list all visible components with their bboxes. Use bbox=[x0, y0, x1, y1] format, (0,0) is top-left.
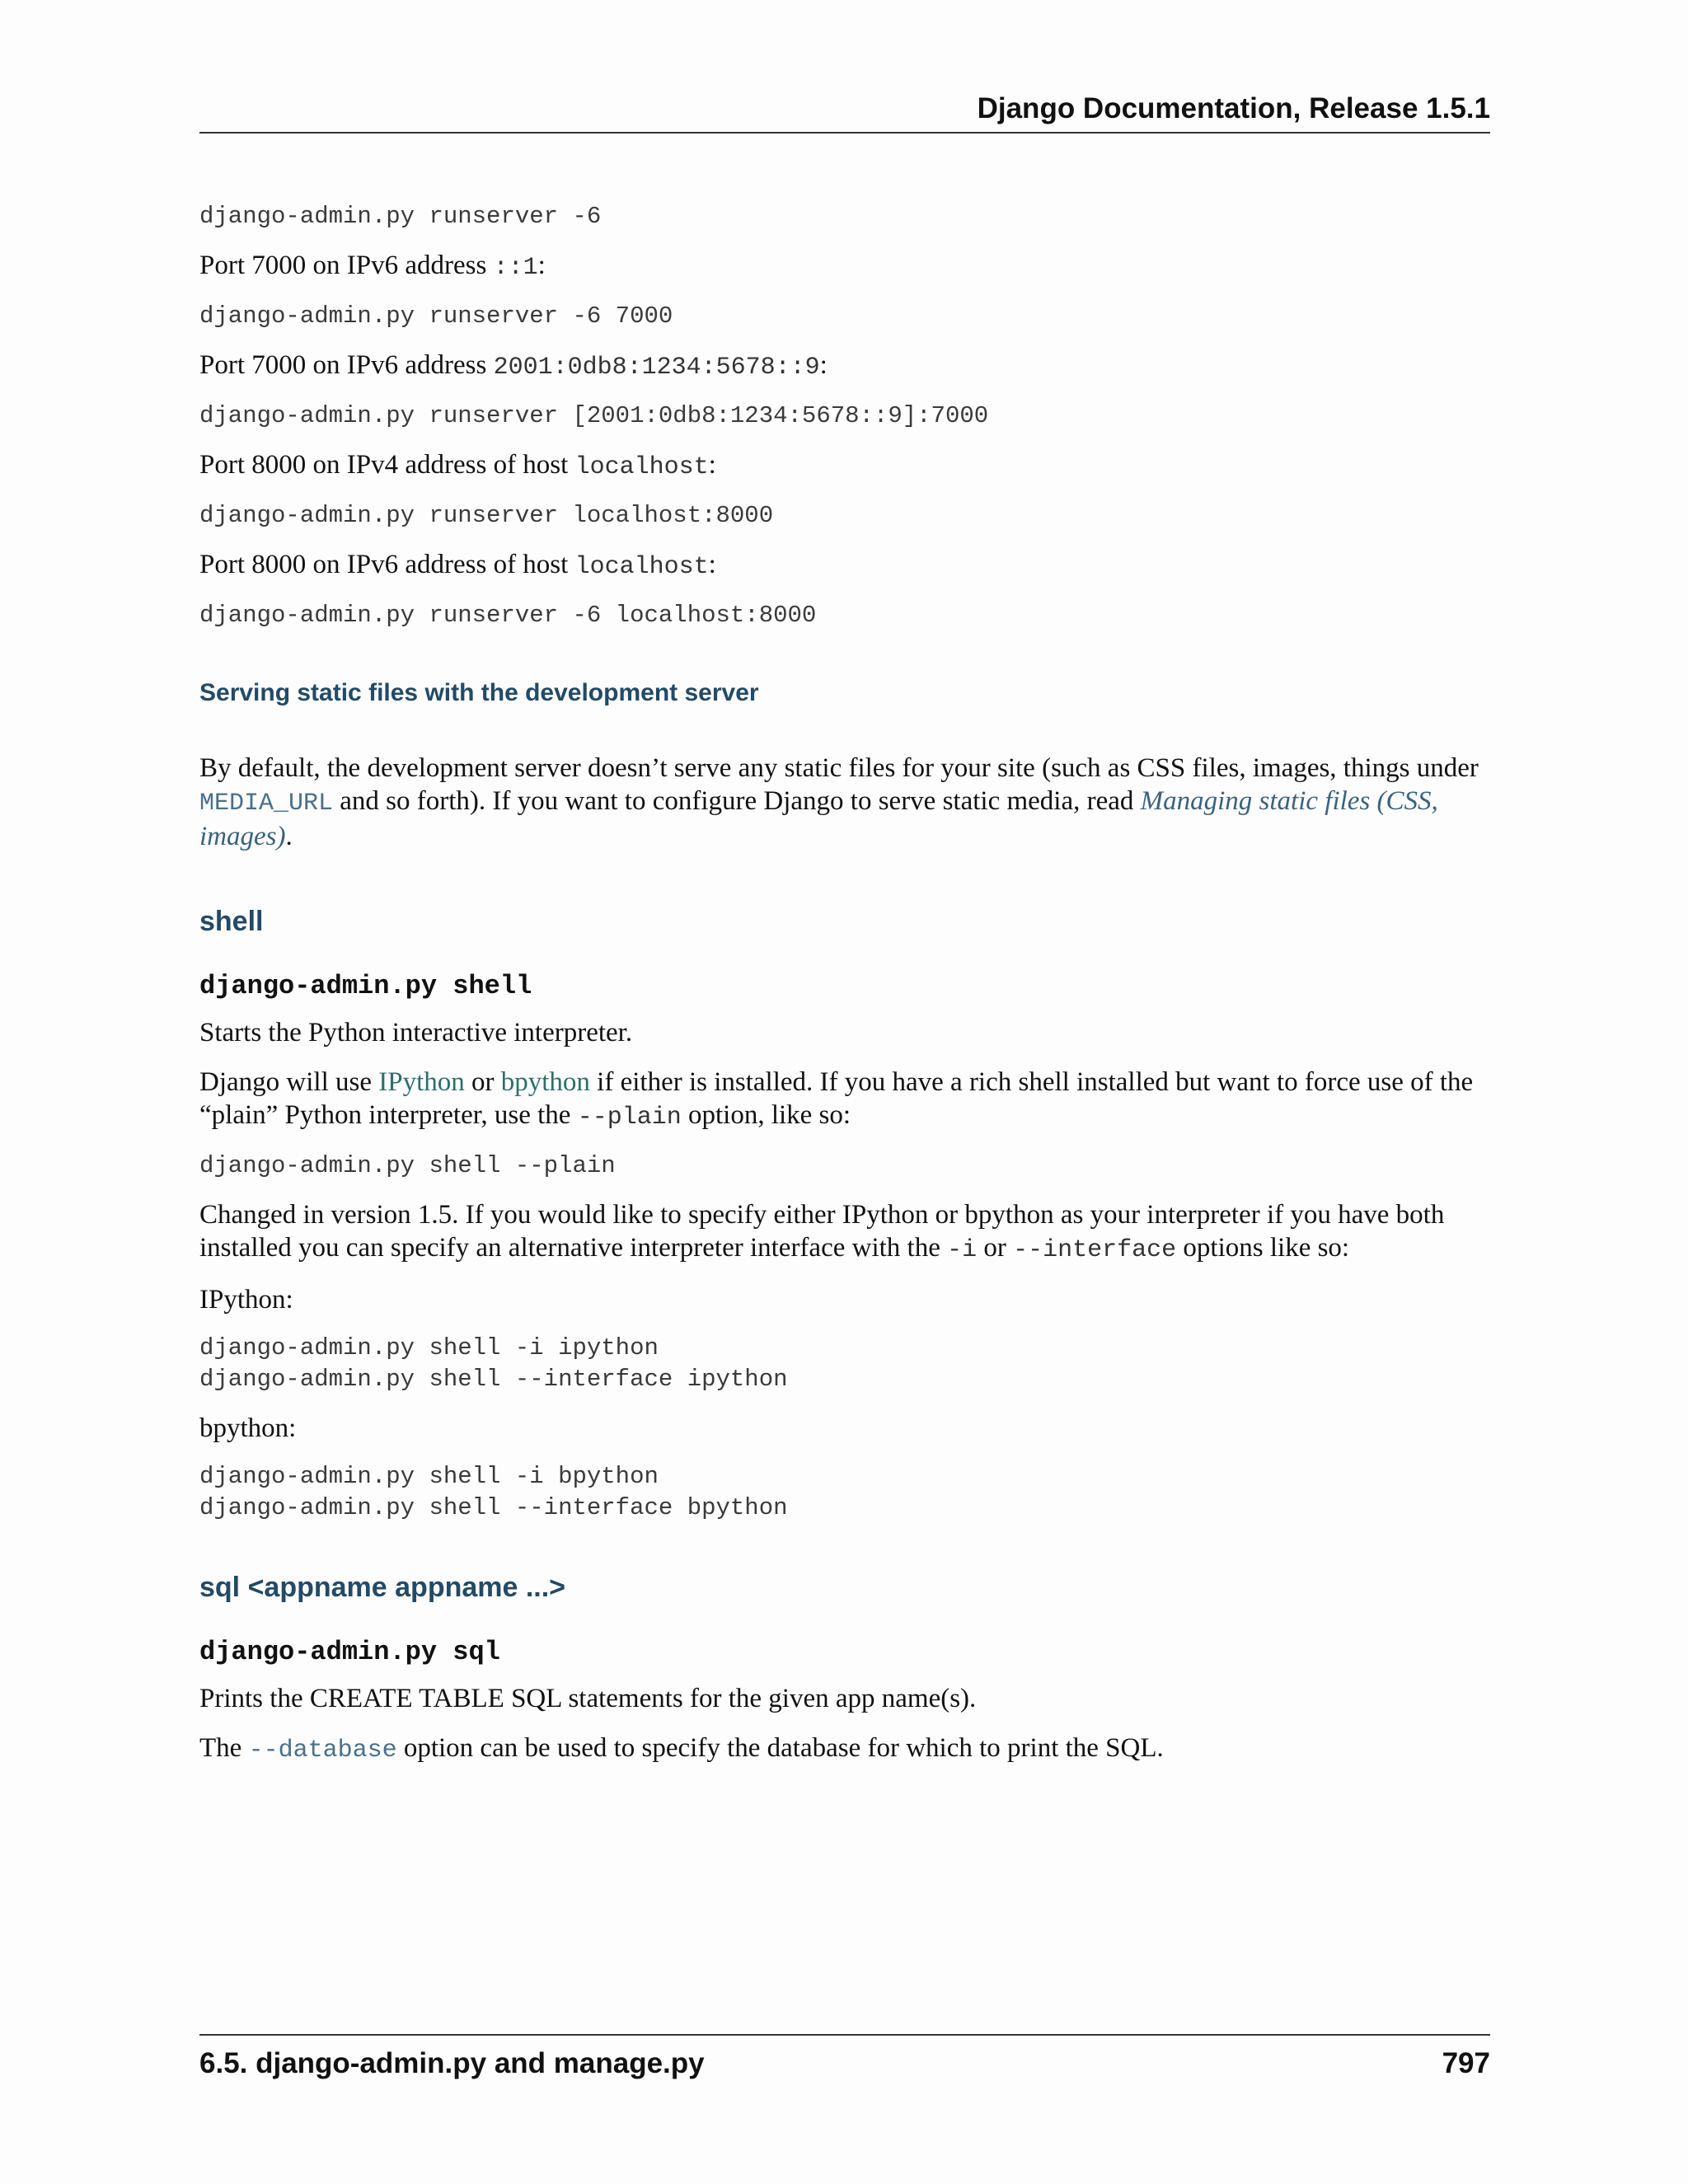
text: or bbox=[977, 1233, 1014, 1263]
text: . bbox=[285, 822, 293, 851]
text: option, like so: bbox=[681, 1100, 851, 1130]
media-url-link[interactable]: MEDIA_URL bbox=[199, 790, 334, 818]
text: : bbox=[537, 251, 546, 280]
text: Port 8000 on IPv4 address of host bbox=[199, 450, 575, 480]
inline-code: --plain bbox=[577, 1104, 682, 1132]
text: options like so: bbox=[1176, 1233, 1350, 1263]
page-content bbox=[199, 201, 1490, 1783]
text: Changed in version 1.5. If you would like to specify either IPython or bpython as your interpreter if you have both installed you can specify an alternative interpreter interface with the bbox=[199, 1200, 1445, 1263]
page-header bbox=[199, 92, 1490, 134]
code-block: django-admin.py shell -i bpython django-admin.py shell --interface bpython bbox=[199, 1463, 788, 1521]
code-block: django-admin.py runserver -6 localhost:8000 bbox=[199, 602, 817, 629]
bpython-link[interactable]: bpython bbox=[500, 1067, 590, 1097]
text: Port 7000 on IPv6 address bbox=[199, 350, 494, 380]
paragraph bbox=[199, 752, 1490, 853]
section-heading-static-files: Serving static files with the development server bbox=[199, 679, 759, 706]
text: if either is installed. If you have a rich shell installed but want to force use of the “plain” Python interpreter, use the bbox=[199, 1067, 1474, 1130]
text: : bbox=[819, 350, 828, 380]
page-number: 797 bbox=[1442, 2047, 1490, 2079]
paragraph bbox=[199, 1198, 1490, 1267]
text: Port 7000 on IPv6 address bbox=[199, 251, 494, 280]
paragraph bbox=[199, 1066, 1490, 1134]
inline-code: 2001:0db8:1234:5678::9 bbox=[493, 354, 820, 382]
paragraph bbox=[199, 448, 1490, 484]
code-block: django-admin.py shell --plain bbox=[199, 1152, 616, 1179]
paragraph: Starts the Python interactive interpreter. bbox=[199, 1018, 633, 1047]
paragraph bbox=[199, 249, 1490, 284]
code-block: django-admin.py runserver -6 7000 bbox=[199, 302, 673, 330]
text: Port 8000 on IPv6 address of host bbox=[199, 550, 575, 579]
ipython-link[interactable]: IPython bbox=[378, 1067, 465, 1097]
inline-code: localhost bbox=[574, 553, 709, 581]
text: and so forth). If you want to configure Django to serve static media, read bbox=[333, 786, 1141, 816]
text: or bbox=[464, 1067, 501, 1097]
paragraph bbox=[199, 349, 1490, 384]
code-block: django-admin.py runserver [2001:0db8:1234:5678::9]:7000 bbox=[199, 402, 989, 429]
text: The bbox=[199, 1733, 249, 1763]
page-footer bbox=[199, 2034, 1490, 2093]
inline-code: -i bbox=[947, 1236, 978, 1264]
paragraph: IPython: bbox=[199, 1285, 293, 1315]
text: : bbox=[708, 550, 716, 579]
section-heading-shell: shell bbox=[199, 906, 264, 937]
text: : bbox=[708, 450, 716, 480]
managing-static-files-link[interactable]: Managing static files (CSS, images) bbox=[199, 786, 1438, 851]
inline-code: localhost bbox=[574, 453, 709, 481]
code-block: django-admin.py shell -i ipython django-admin.py shell --interface ipython bbox=[199, 1334, 788, 1393]
paragraph bbox=[199, 548, 1490, 583]
inline-code: --interface bbox=[1013, 1236, 1177, 1264]
text: option can be used to specify the database for which to print the SQL. bbox=[396, 1733, 1164, 1763]
database-option-link[interactable]: --database bbox=[248, 1736, 397, 1765]
section-heading-sql: sql <appname appname ...> bbox=[199, 1572, 566, 1603]
header-title: Django Documentation, Release 1.5.1 bbox=[977, 92, 1490, 124]
command-signature: django-admin.py shell bbox=[199, 971, 532, 1001]
code-block: django-admin.py runserver localhost:8000 bbox=[199, 502, 774, 529]
command-signature: django-admin.py sql bbox=[199, 1637, 500, 1667]
paragraph: bpython: bbox=[199, 1413, 297, 1443]
text: By default, the development server doesn’t serve any static files for your site (such as CSS files, images, things under bbox=[199, 753, 1479, 783]
inline-code: ::1 bbox=[493, 254, 538, 282]
document-page bbox=[199, 0, 1490, 2184]
paragraph bbox=[199, 1732, 1490, 1767]
text: Django will use bbox=[199, 1067, 379, 1097]
paragraph: Prints the CREATE TABLE SQL statements for the given app name(s). bbox=[199, 1684, 977, 1713]
footer-section-title: 6.5. django-admin.py and manage.py bbox=[199, 2047, 705, 2079]
code-block: django-admin.py runserver -6 bbox=[199, 203, 602, 230]
